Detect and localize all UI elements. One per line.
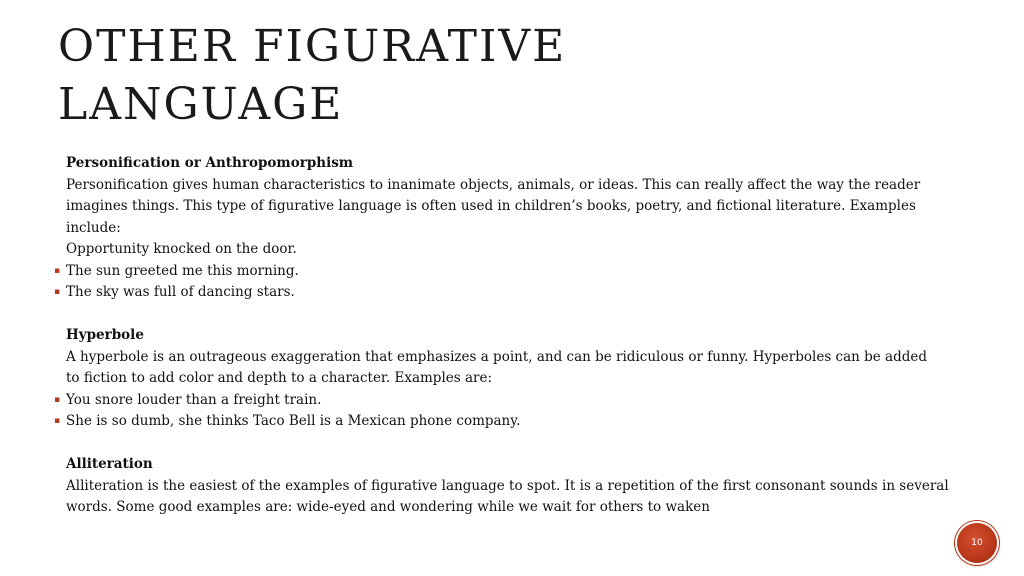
bullet-text: The sky was full of dancing stars. (66, 284, 295, 300)
section-spacer (66, 304, 946, 326)
slide-title (58, 18, 958, 134)
section-heading-personification: Personification or Anthropomorphism (66, 155, 354, 171)
slide-number-badge (957, 523, 997, 563)
square-bullet-icon: ▪ (54, 265, 61, 276)
section-spacer (66, 433, 946, 455)
slide-body (54, 153, 949, 519)
section-heading-alliteration: Alliteration (66, 456, 153, 472)
title-line-2: LANGUAGE (58, 79, 344, 130)
body-line: include: (66, 219, 121, 236)
bullet-text: She is so dumb, she thinks Taco Bell is a Mexican phone company. (66, 413, 521, 429)
bullet-item (54, 390, 946, 412)
section-heading-hyperbole: Hyperbole (66, 327, 144, 343)
body-line: A hyperbole is an outrageous exaggeration that emphasizes a point, and can be ridiculous or funny. Hyperboles can be added (66, 348, 928, 365)
body-line: Opportunity knocked on the door. (66, 241, 297, 257)
bullet-text: You snore louder than a freight train. (66, 391, 322, 408)
body-line: words. Some good examples are: wide-eyed and wondering while we wait for others to waken (66, 499, 710, 515)
bullet-item (54, 282, 946, 304)
bullet-item (54, 261, 946, 283)
square-bullet-icon: ▪ (54, 416, 61, 426)
body-line: to fiction to add color and depth to a character. Examples are: (66, 370, 493, 386)
title-line-1: OTHER FIGURATIVE (58, 21, 567, 72)
body-line: imagines things. This type of figurative language is often used in children’s books, poetry, and fictional literature. Examples (66, 198, 916, 214)
bullet-item (54, 411, 946, 433)
square-bullet-icon: ▪ (54, 287, 61, 297)
body-line: Alliteration is the easiest of the examples of figurative language to spot. It is a repetition of the first consonant sounds in several (66, 477, 949, 494)
body-line: Personification gives human characteristics to inanimate objects, animals, or ideas. This can really affect the way the reader (66, 176, 921, 193)
slide-number: 10 (971, 538, 983, 548)
square-bullet-icon: ▪ (54, 394, 61, 405)
bullet-text: The sun greeted me this morning. (66, 262, 299, 279)
